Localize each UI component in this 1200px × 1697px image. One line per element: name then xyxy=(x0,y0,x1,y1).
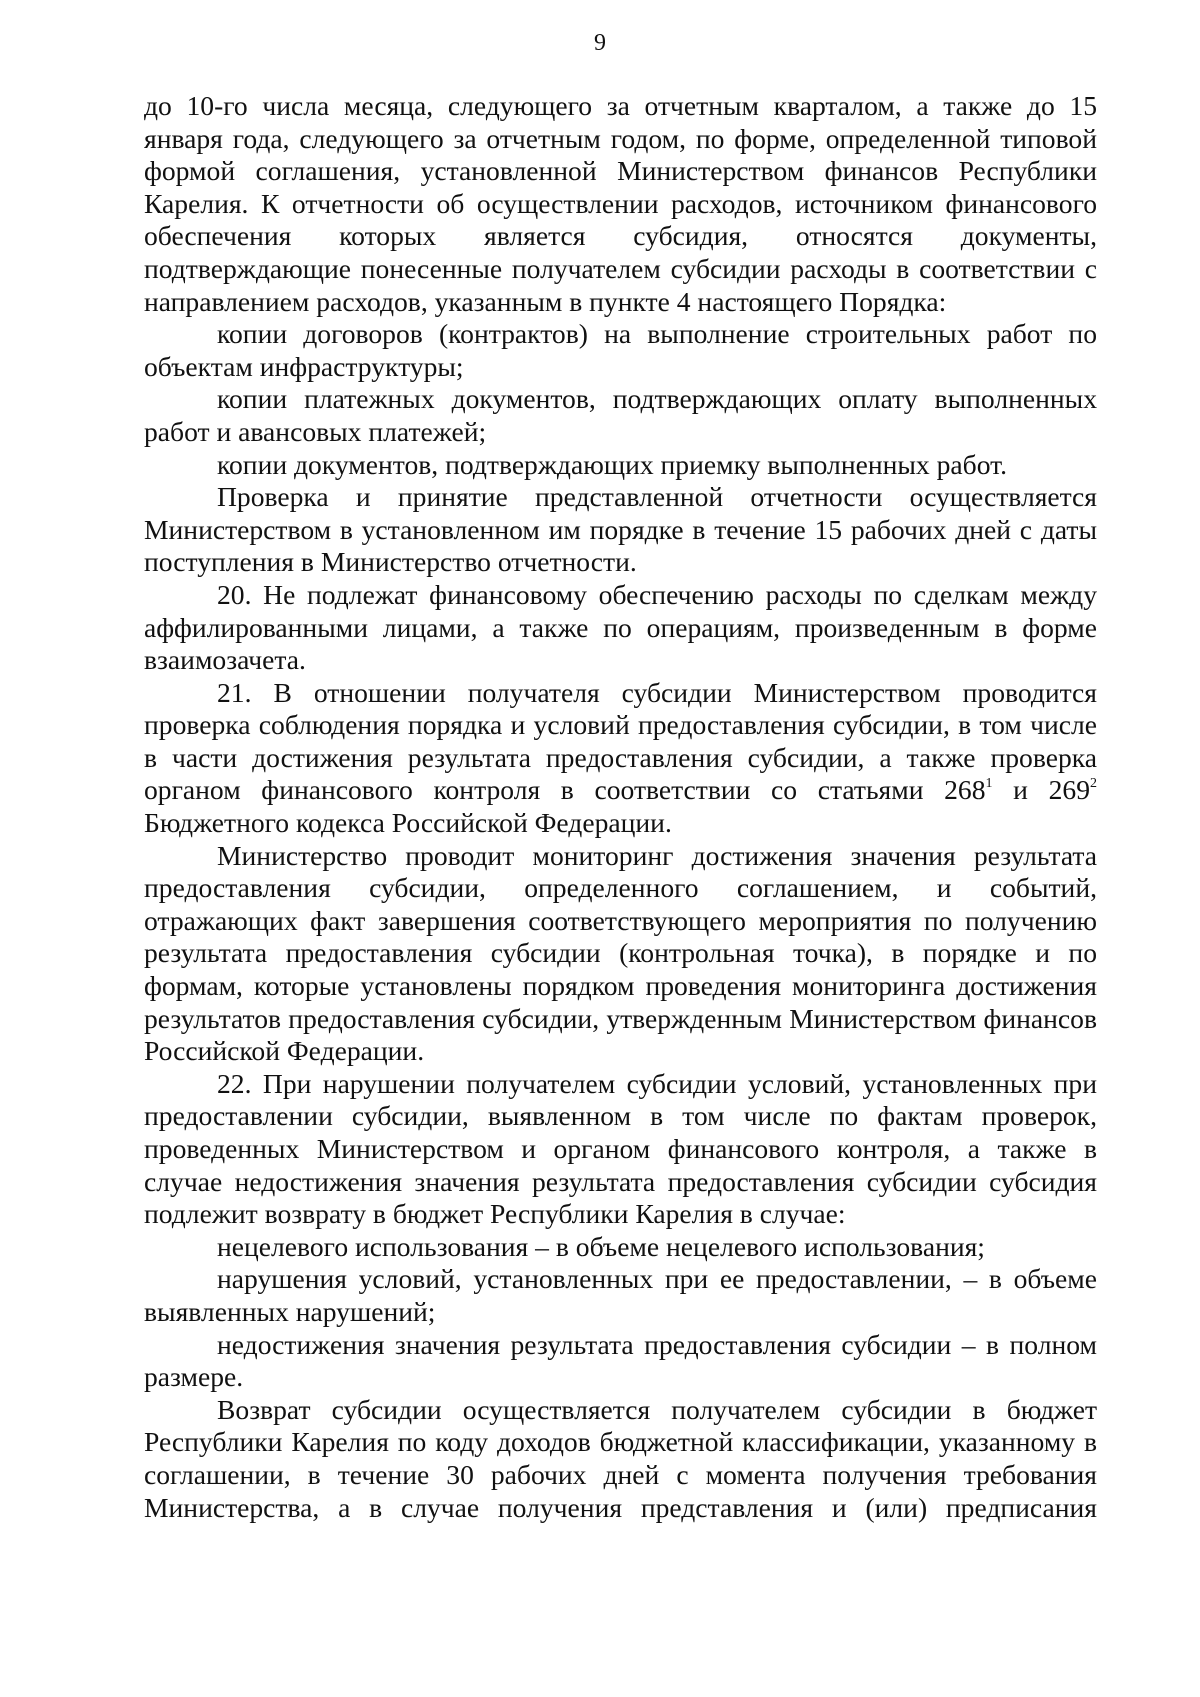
article-268-superscript: 1 xyxy=(985,776,993,792)
item-21-text-part3: Бюджетного кодекса Российской Федерации. xyxy=(144,807,672,839)
paragraph-violations: нарушения условий, установленных при ее предоставлении, – в объеме выявленных нарушений; xyxy=(144,1263,1097,1327)
article-269-superscript: 2 xyxy=(1090,776,1097,792)
paragraph-item-21 xyxy=(144,677,1097,840)
paragraph-reporting-deadline: до 10-го числа месяца, следующего за отчетным кварталом, а также до 15 января года, следующего за отчетным годом, по форме, определенной типовой формой соглашения, установленной Министерством финансов Республики Карелия. К отчетности об осуществлении расходов, источником финансового обеспечения которых является субсидия, относятся документы, подтверждающие понесенные получателем субсидии расходы в соответствии с направлением расходов, указанным в пункте 4 настоящего Порядка: xyxy=(144,90,1097,317)
paragraph-report-verification: Проверка и принятие представленной отчетности осуществляется Министерством в установленном им порядке в течение 15 рабочих дней с даты поступления в Министерство отчетности. xyxy=(144,481,1097,578)
paragraph-monitoring: Министерство проводит мониторинг достижения значения результата предоставления субсидии, определенного соглашением, и событий, отражающих факт завершения соответствующего мероприятия по получению результата предоставления субсидии (контрольная точка), в порядке и по формам, которые установлены порядком проведения мониторинга достижения результатов предоставления субсидии, утвержденным Министерством финансов Российской Федерации. xyxy=(144,839,1097,1067)
paragraph-contract-copies: копии договоров (контрактов) на выполнение строительных работ по объектам инфраструктуры; xyxy=(144,318,1097,382)
paragraph-item-22: 22. При нарушении получателем субсидии условий, установленных при предоставлении субсидии, выявленном в том числе по фактам проверок, проведенных Министерством и органом финансового контроля, а также в случае недостижения значения результата предоставления субсидии субсидия подлежит возврату в бюджет Республики Карелия в случае: xyxy=(144,1067,1097,1230)
item-21-text-part1: 21. В отношении получателя субсидии Министерством проводится проверка соблюдения порядка и условий предоставления субсидии, в том числе в части достижения результата предоставления субсидии, а также проверка органом финансового контроля в соответствии со статьями 268 xyxy=(144,676,1097,806)
paragraph-misuse: нецелевого использования – в объеме нецелевого использования; xyxy=(217,1230,985,1262)
paragraph-acceptance-copies: копии документов, подтверждающих приемку выполненных работ. xyxy=(217,448,1008,480)
paragraph-result-not-achieved: недостижения значения результата предоставления субсидии – в полном размере. xyxy=(144,1328,1097,1393)
paragraph-item-20: 20. Не подлежат финансовому обеспечению расходы по сделкам между аффилированными лицами, а также по операциям, произведенным в форме взаимозачета. xyxy=(144,578,1097,676)
paragraph-payment-copies: копии платежных документов, подтверждающих оплату выполненных работ и авансовых платежей; xyxy=(144,383,1097,447)
document-body xyxy=(144,90,1097,1524)
paragraph-refund: Возврат субсидии осуществляется получателем субсидии в бюджет Республики Карелия по коду доходов бюджетной классификации, указанному в соглашении, в течение 30 рабочих дней с момента получения требования Министерства, а в случае получения представления и (или) предписания xyxy=(144,1393,1097,1523)
item-21-text-part2: и 269 xyxy=(992,774,1090,806)
page-number: 9 xyxy=(594,30,606,56)
